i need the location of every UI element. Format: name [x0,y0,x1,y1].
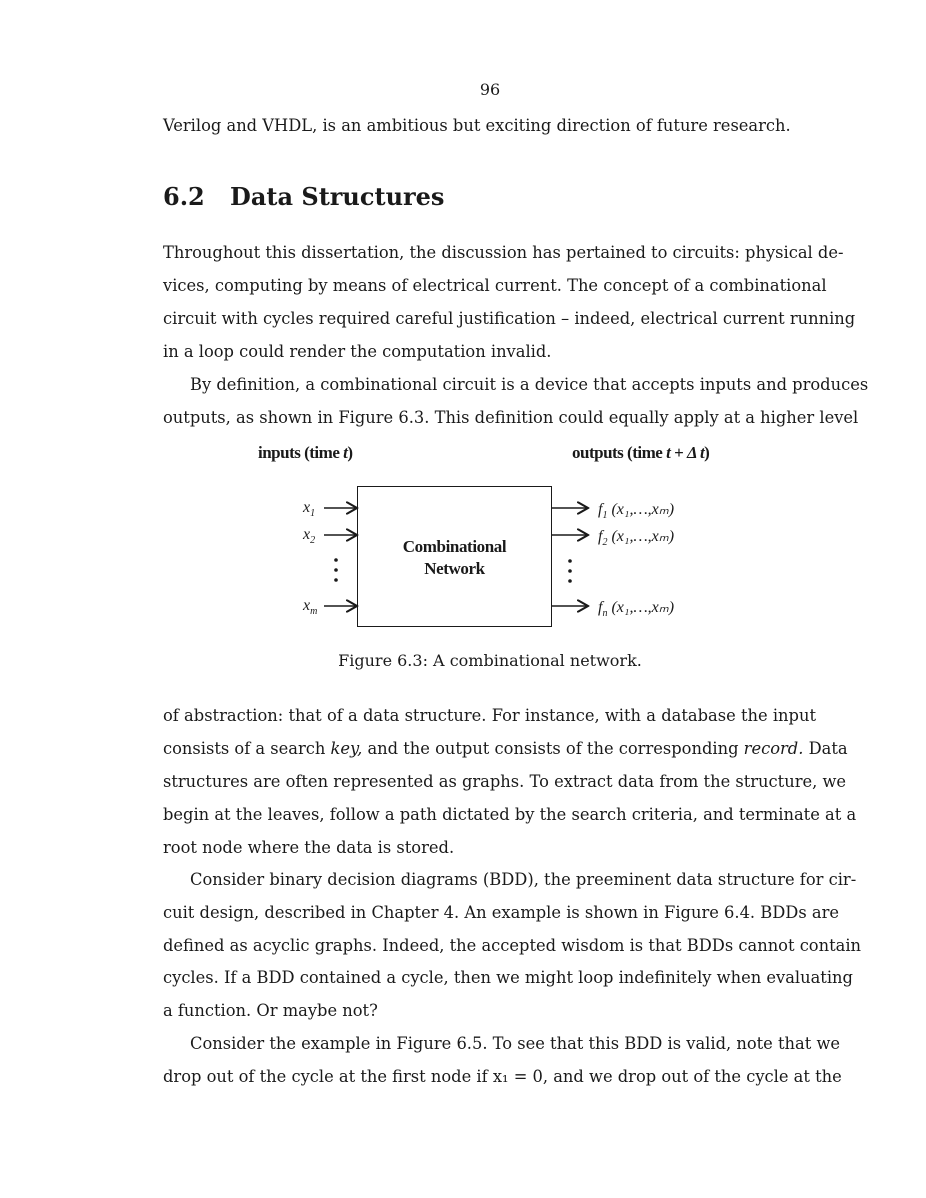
figure-inputs-label: inputs (time t) [258,443,353,462]
paragraph4-line: defined as acyclic graphs. Indeed, the accepted wisdom is that BDDs cannot contain [163,936,862,955]
input-xm: $x_m$ [303,597,318,618]
paragraph4-line: a function. Or maybe not? [163,1001,378,1020]
paragraph5-line: drop out of the cycle at the first node if x₁ = 0, and we drop out of the cycle at the [163,1067,842,1086]
output-ellipsis-dot [568,579,572,583]
input-ellipsis-dot [334,568,338,572]
paragraph4-line: cycles. If a BDD contained a cycle, then we might loop indefinitely when evaluating [163,968,853,987]
output-f1: $f_1$ (x₁,…,xₘ) [598,501,675,522]
combinational-network-label: Combinational Network [402,537,507,578]
input-x1: $x_1$ [303,499,316,520]
paragraph2-line: outputs, as shown in Figure 6.3. This definition could equally apply at a higher level [163,408,859,427]
paragraph1-line: vices, computing by means of electrical current. The concept of a combinational [163,276,827,295]
output-f2: $f_2$ (x₁,…,xₘ) [598,528,675,549]
paragraph1-line: in a loop could render the computation invalid. [163,342,552,361]
paragraph4-line: cuit design, described in Chapter 4. An example is shown in Figure 6.4. BDDs are [163,903,840,922]
figure-caption: Figure 6.3: A combinational network. [338,651,642,670]
paragraph4-line: Consider binary decision diagrams (BDD), the preeminent data structure for cir- [190,870,857,889]
input-x2: $x_2$ [303,526,316,547]
paragraph2-line: By definition, a combinational circuit is a device that accepts inputs and produces [190,375,869,394]
section-number: 6.2 [163,182,205,211]
output-fn: $f_n$ (x₁,…,xₘ) [598,599,675,620]
paragraph3-line: root node where the data is stored. [163,838,455,857]
section-title: Data Structures [230,182,445,211]
paragraph1-line: Throughout this dissertation, the discussion has pertained to circuits: physical de- [163,243,844,262]
paragraph3-line: structures are often represented as graphs. To extract data from the structure, we [163,772,847,791]
figure-outputs-label: outputs (time t + Δ t) [572,443,710,462]
output-ellipsis-dot [568,559,572,563]
output-ellipsis-dot [568,569,572,573]
paragraph3-line: begin at the leaves, follow a path dictated by the search criteria, and terminate at a [163,805,857,824]
paragraph3-line: consists of a search key, and the output consists of the corresponding record. Data [163,739,848,758]
paragraph1-line: circuit with cycles required careful justification – indeed, electrical current running [163,309,856,328]
paragraph3-line: of abstraction: that of a data structure. For instance, with a database the input [163,706,816,725]
paragraph5-line: Consider the example in Figure 6.5. To see that this BDD is valid, note that we [190,1034,841,1053]
intro-line: Verilog and VHDL, is an ambitious but exciting direction of future research. [163,116,791,135]
input-ellipsis-dot [334,578,338,582]
input-ellipsis-dot [334,558,338,562]
page-number: 96 [479,80,501,99]
